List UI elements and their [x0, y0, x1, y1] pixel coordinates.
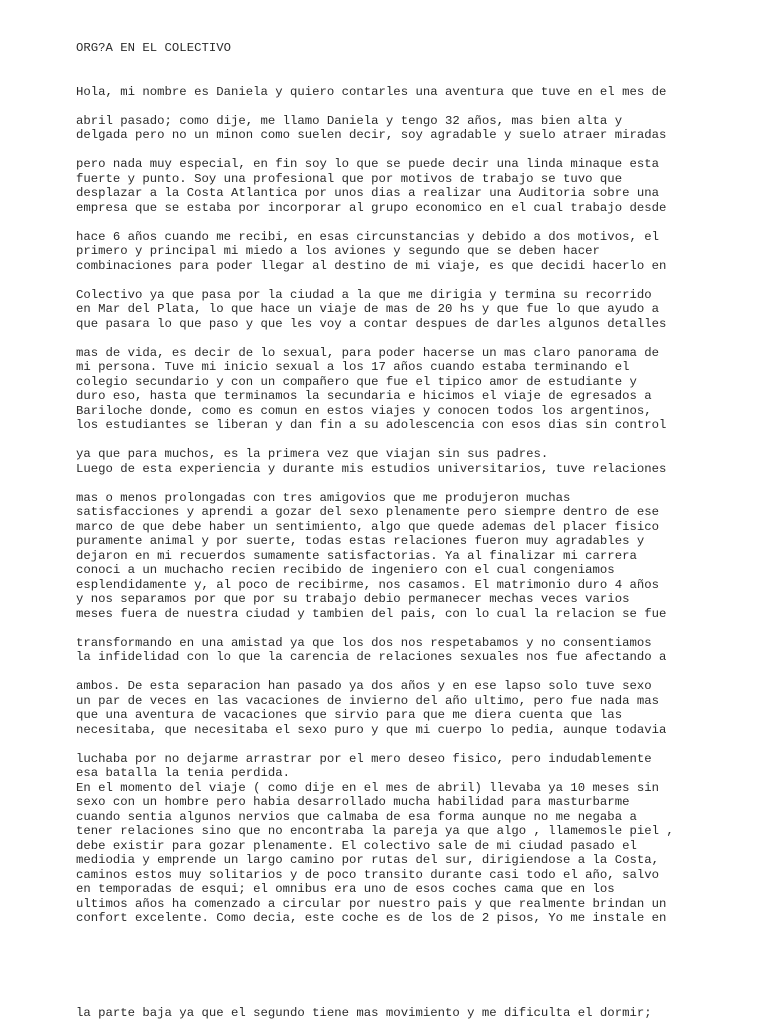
text-line: conoci a un muchacho recien recibido de ingeniero con el cual congeniamos [76, 563, 615, 577]
paragraph-gap [76, 215, 674, 230]
text-line: luchaba por no dejarme arrastrar por el mero deseo fisico, pero indudablemente [76, 751, 652, 766]
text-line: dejaron en mi recuerdos sumamente satisfactorias. Ya al finalizar mi carrera [76, 548, 637, 563]
text-line: mas o menos prolongadas con tres amigovios que me produjeron muchas [76, 490, 571, 505]
text-line: Hola, mi nombre es Daniela y quiero contarles una aventura que tuve en el mes de [76, 84, 667, 99]
text-line: en temporadas de esqui; el omnibus era uno de esos coches cama que en los [76, 882, 615, 896]
text-line: los estudiantes se liberan y dan fin a su adolescencia con esos dias sin control [76, 418, 667, 432]
text-line: Luego de esta experiencia y durante mis estudios universitarios, tuve relaciones [76, 461, 667, 476]
text-line: un par de veces en las vacaciones de invierno del año ultimo, pero fue nada mas [76, 693, 659, 708]
text-line: marco de que debe haber un sentimiento, algo que quede ademas del placer fisico [76, 519, 659, 534]
text-line: esa batalla la tenia perdida. [76, 766, 291, 780]
text-line: colegio secundario y con un compañero que fue el tipico amor de estudiante y [76, 374, 637, 389]
paragraphs [76, 85, 674, 926]
text-line: confort excelente. Como decia, este coche es de los de 2 pisos, Yo me instale en [76, 911, 667, 925]
paragraph-gap [76, 621, 674, 636]
paragraph-gap [76, 476, 674, 491]
paragraph-gap [76, 433, 674, 448]
text-line: Bariloche donde, como es comun en estos viajes y conocen todos los argentinos, [76, 403, 652, 418]
text-line: Colectivo ya que pasa por la ciudad a la que me dirigia y termina su recorrido [76, 287, 652, 302]
document-title: ORG?A EN EL COLECTIVO [76, 41, 231, 55]
text-line: caminos estos muy solitarios y de poco transito durante casi todo el año, salvo [76, 867, 659, 882]
text-line: la infidelidad con lo que la carencia de relaciones sexuales nos fue afectando a [76, 650, 667, 664]
paragraph-gap [76, 331, 674, 346]
text-line: necesitaba, que necesitaba el sexo puro y que mi cuerpo lo pedia, aunque todavia [76, 722, 667, 737]
text-line: transformando en una amistad ya que los dos nos respetabamos y no consentiamos [76, 635, 652, 650]
paragraph-gap [76, 737, 674, 752]
text-line: desplazar a la Costa Atlantica por unos dias a realizar una Auditoria sobre una [76, 186, 659, 200]
text-line: sexo con un hombre pero habia desarrollado mucha habilidad para masturbarme [76, 795, 630, 809]
text-line: ya que para muchos, es la primera vez que viajan sin sus padres. [76, 447, 549, 461]
text-line: que pasara lo que paso y que les voy a contar despues de darles algunos detalles [76, 316, 667, 331]
text-line: mi persona. Tuve mi inicio sexual a los 17 años cuando estaba terminando el [76, 360, 630, 374]
text-line: satisfacciones y aprendi a gozar del sexo plenamente pero siempre dentro de ese [76, 505, 659, 519]
text-line: primero y principal mi miedo a los aviones y segundo que se deben hacer [76, 244, 600, 258]
page-bottom-line: la parte baja ya que el segundo tiene mas movimiento y me dificulta el dormir; [76, 1006, 652, 1020]
text-line: duro eso, hasta que terminamos la secundaria e hicimos el viaje de egresados a [76, 389, 652, 403]
paragraph-gap [76, 665, 674, 680]
text-line: hace 6 años cuando me recibi, en esas circunstancias y debido a dos motivos, el [76, 229, 659, 244]
text-line: debe existir para gozar plenamente. El colectivo sale de mi ciudad pasado el [76, 838, 637, 853]
text-line: mas de vida, es decir de lo sexual, para poder hacerse un mas claro panorama de [76, 345, 659, 360]
text-line: ultimos años ha comenzado a circular por nuestro pais y que realmente brindan un [76, 896, 667, 911]
text-line: tener relaciones sino que no encontraba la pareja ya que algo , llamemosle piel , [76, 824, 674, 838]
text-line: cuando sentia algunos nervios que calmaba de esa forma aunque no me negaba a [76, 809, 637, 824]
paragraph-gap [76, 143, 674, 158]
text-line: que una aventura de vacaciones que sirvio para que me diera cuenta que las [76, 708, 623, 722]
text-line: y nos separamos por que por su trabajo debio permanecer mechas veces varios [76, 592, 630, 606]
document-body [76, 12, 674, 940]
text-line: ambos. De esta separacion han pasado ya dos años y en ese lapso solo tuve sexo [76, 679, 652, 693]
text-line: esplendidamente y, al poco de recibirme, nos casamos. El matrimonio duro 4 años [76, 577, 659, 592]
text-line: puramente animal y por suerte, todas estas relaciones fueron muy agradables y [76, 534, 645, 548]
text-line: en Mar del Plata, lo que hace un viaje de mas de 20 hs y que fue lo que ayudo a [76, 302, 659, 316]
text-line: fuerte y punto. Soy una profesional que por motivos de trabajo se tuvo que [76, 171, 623, 186]
text-line: abril pasado; como dije, me llamo Daniela y tengo 32 años, mas bien alta y [76, 113, 623, 128]
text-line: pero nada muy especial, en fin soy lo que se puede decir una linda minaque esta [76, 157, 659, 171]
text-line: En el momento del viaje ( como dije en el mes de abril) llevaba ya 10 meses sin [76, 780, 659, 795]
text-line: mediodia y emprende un largo camino por rutas del sur, dirigiendose a la Costa, [76, 853, 659, 867]
paragraph-gap [76, 273, 674, 288]
text-line: combinaciones para poder llegar al destino de mi viaje, es que decidi hacerlo en [76, 258, 667, 273]
text-line: delgada pero no un minon como suelen decir, soy agradable y suelo atraer miradas [76, 128, 667, 142]
text-line: empresa que se estaba por incorporar al grupo economico en el cual trabajo desde [76, 200, 667, 215]
text-line: meses fuera de nuestra ciudad y tambien del pais, con lo cual la relacion se fue [76, 606, 667, 621]
paragraph-gap [76, 99, 674, 114]
